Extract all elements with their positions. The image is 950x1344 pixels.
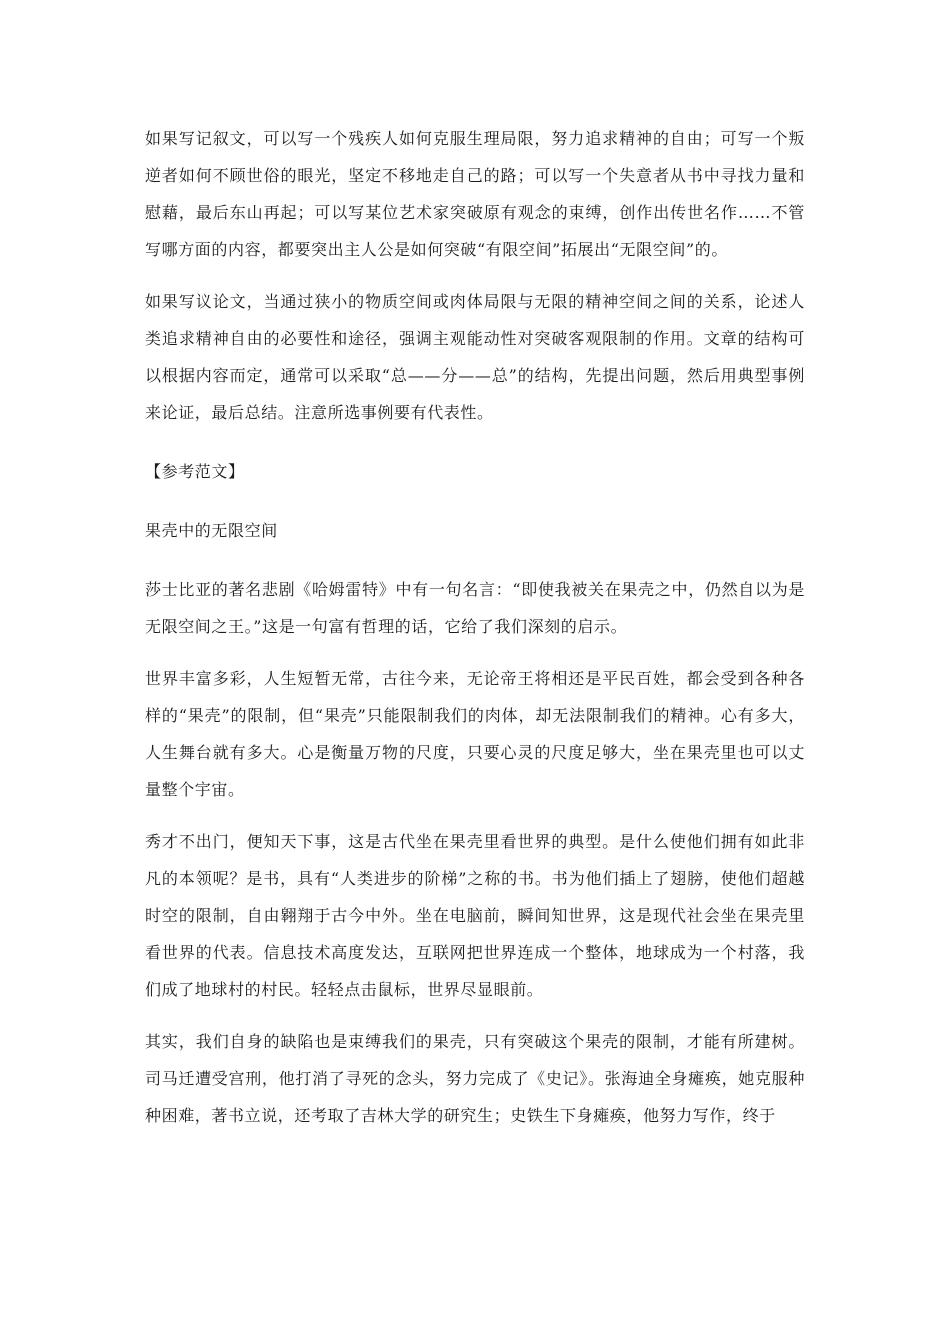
essay-title: 果壳中的无限空间	[145, 521, 278, 540]
paragraph-essay-body-1: 世界丰富多彩，人生短暂无常，古往今来，无论帝王将相还是平民百姓，都会受到各种各样的“果壳”的限制，但“果壳”只能限制我们的肉体，却无法限制我们的精神。心有多大，人生舞台就有多大。心是衡量万物的尺度，只要心灵的尺度足够大，坐在果壳里也可以丈量整个宇宙。	[145, 669, 805, 799]
section-heading-sample-essay: 【参考范文】	[145, 462, 245, 481]
paragraph-essay-intro: 莎士比亚的著名悲剧《哈姆雷特》中有一句名言：“即使我被关在果壳之中，仍然自以为是无限空间之王。”这是一句富有哲理的话，它给了我们深刻的启示。	[145, 580, 805, 636]
paragraph-essay-body-3: 其实，我们自身的缺陷也是束缚我们的果壳，只有突破这个果壳的限制，才能有所建树。司马迁遭受宫刑，他打消了寻死的念头，努力完成了《史记》。张海迪全身瘫痪，她克服种种困难，著书立说，还考取了吉林大学的研究生；史铁生下身瘫痪，他努力写作，终于	[145, 1032, 805, 1125]
paragraph-argument-advice: 如果写议论文，当通过狭小的物质空间或肉体局限与无限的精神空间之间的关系，论述人类追求精神自由的必要性和途径，强调主观能动性对突破客观限制的作用。文章的结构可以根据内容而定，通常可以采取“总——分——总”的结构，先提出问题，然后用典型事例来论证，最后总结。注意所选事例要有代表性。	[145, 292, 805, 422]
paragraph-essay-body-2: 秀才不出门，便知天下事，这是古代坐在果壳里看世界的典型。是什么使他们拥有如此非凡的本领呢？是书，具有“人类进步的阶梯”之称的书。书为他们插上了翅膀，使他们超越时空的限制，自由翱翔于古今中外。坐在电脑前，瞬间知世界，这是现代社会坐在果壳里看世界的代表。信息技术高度发达，互联网把世界连成一个整体，地球成为一个村落，我们成了地球村的村民。轻轻点击鼠标，世界尽显眼前。	[145, 832, 805, 999]
paragraph-narrative-advice: 如果写记叙文，可以写一个残疾人如何克服生理局限，努力追求精神的自由；可写一个叛逆者如何不顾世俗的眼光，坚定不移地走自己的路；可以写一个失意者从书中寻找力量和慰藉，最后东山再起；可以写某位艺术家突破原有观念的束缚，创作出传世名作……不管写哪方面的内容，都要突出主人公是如何突破“有限空间”拓展出“无限空间”的。	[145, 129, 805, 259]
document-body	[145, 120, 805, 1134]
